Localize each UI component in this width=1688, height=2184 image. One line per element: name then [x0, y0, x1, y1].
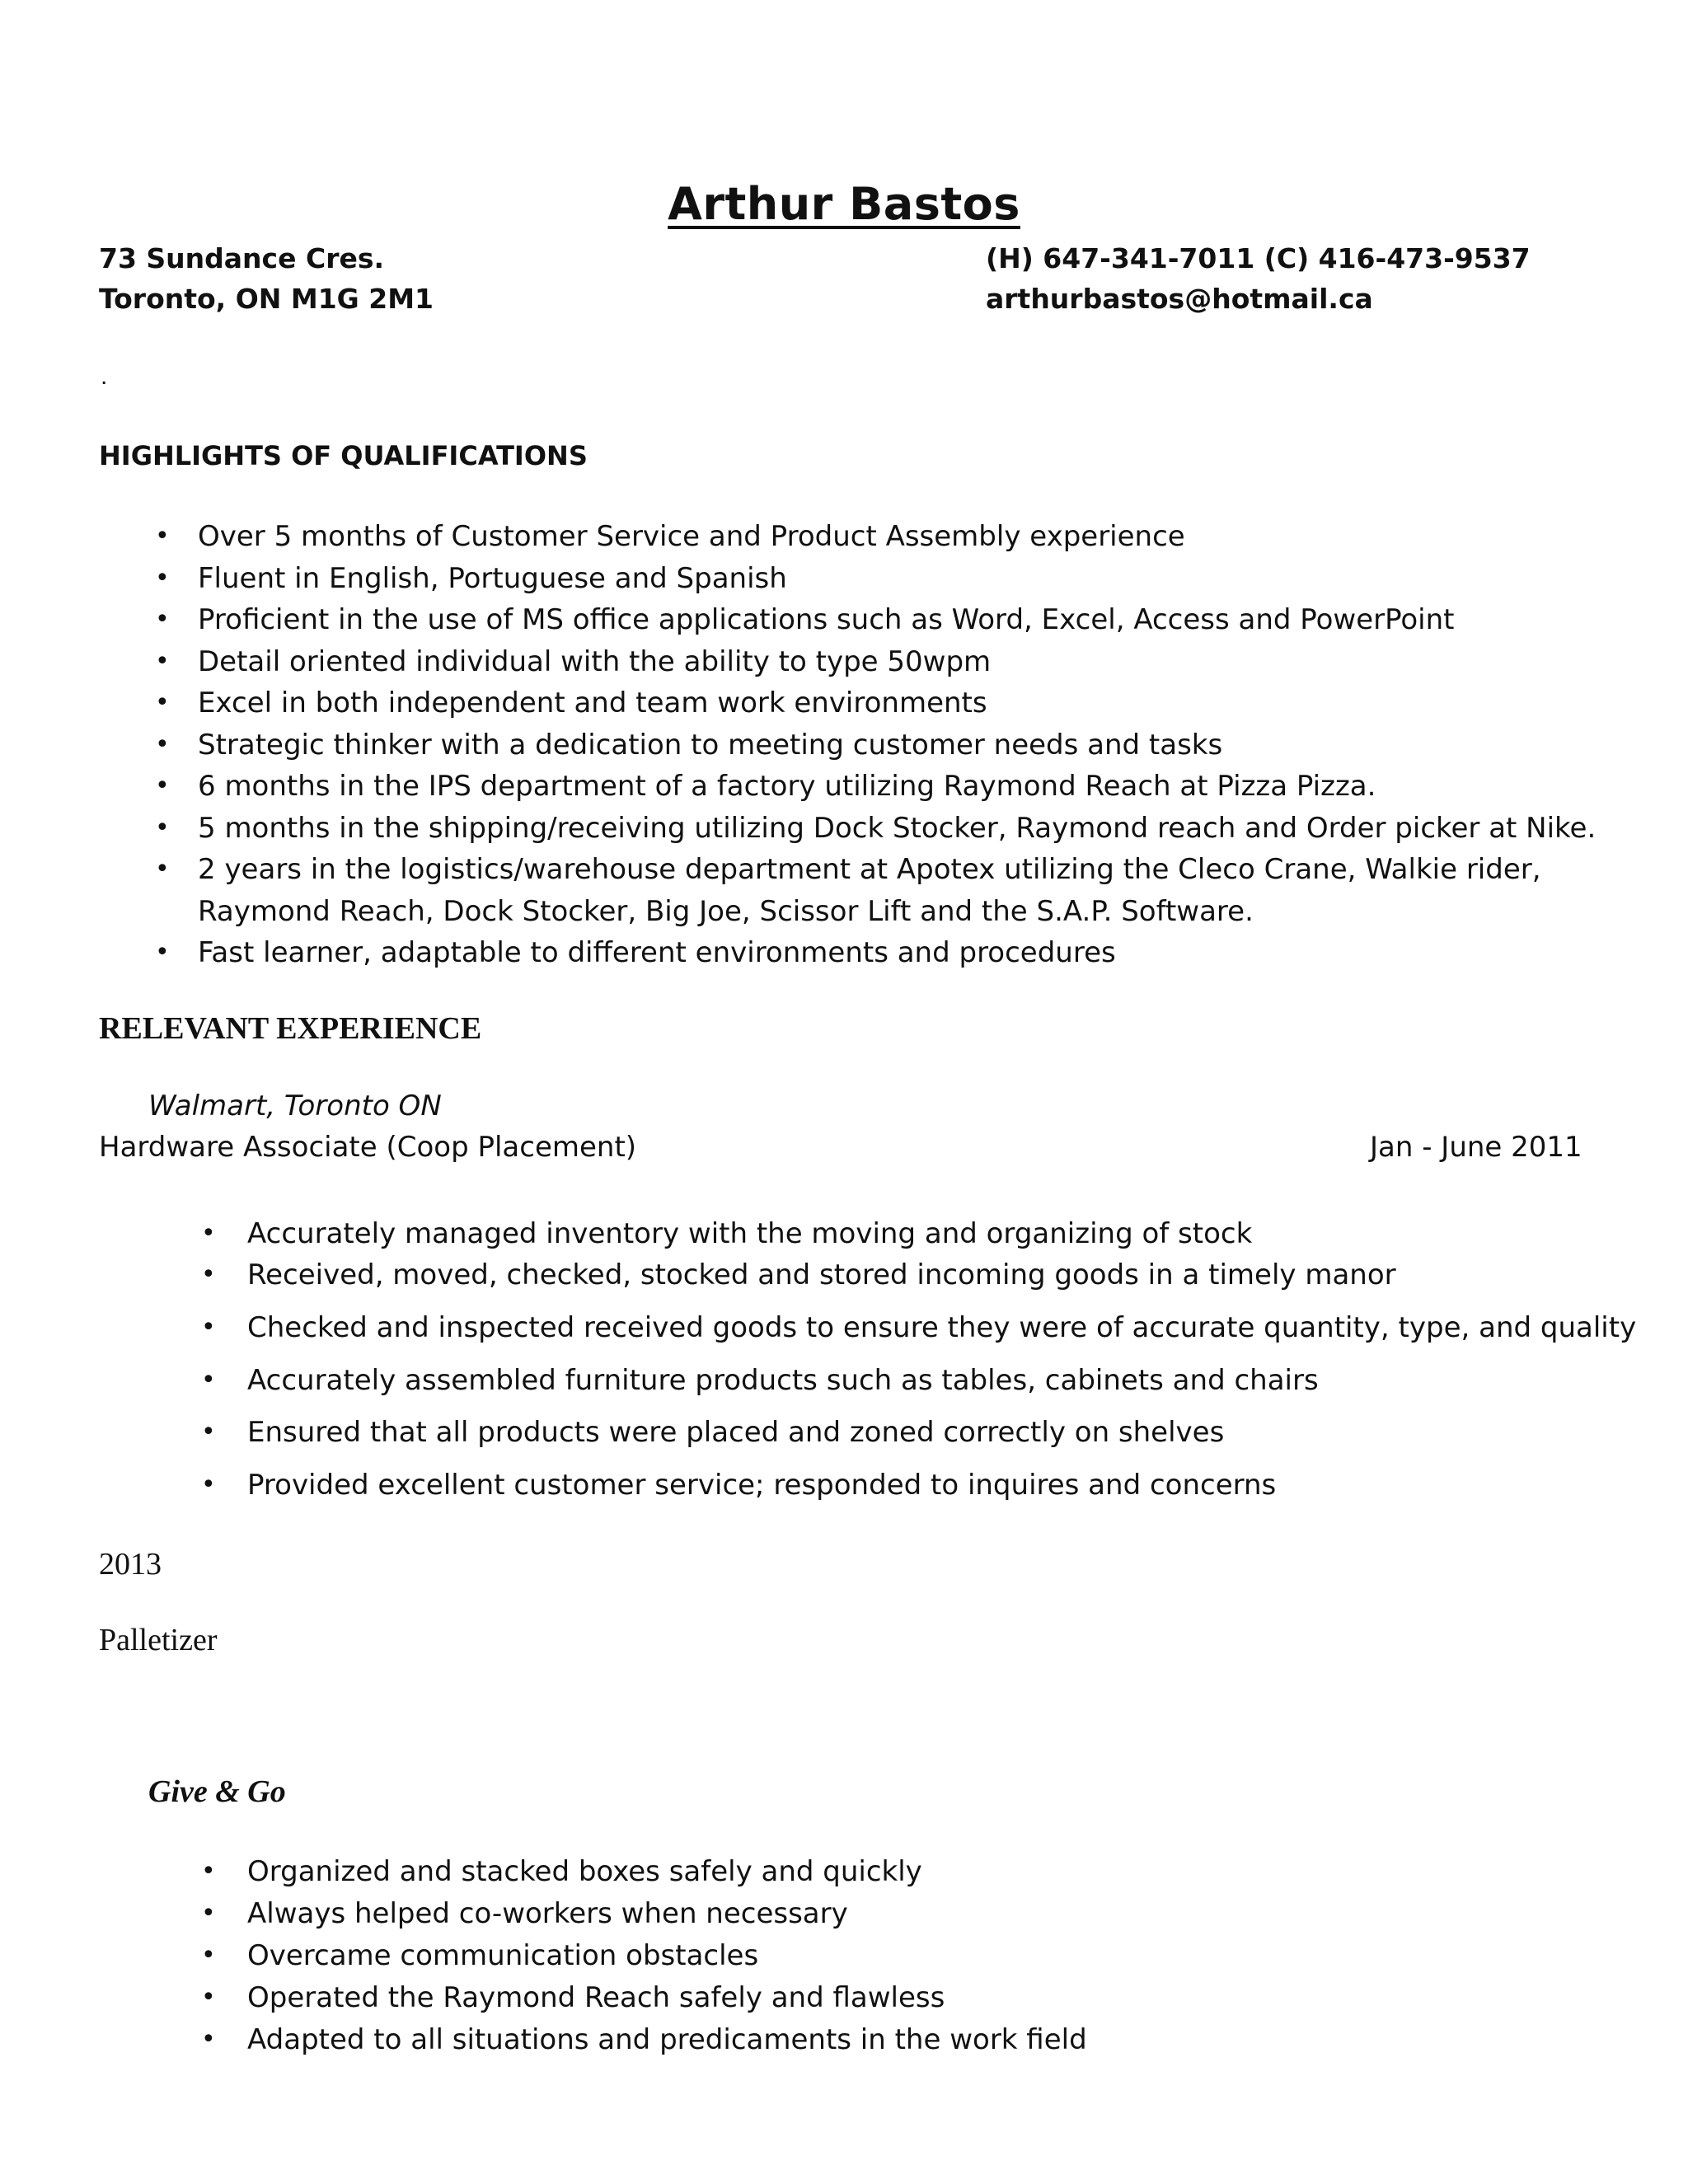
- bullet-icon: •: [155, 605, 170, 634]
- bullet-icon: •: [201, 1470, 216, 1499]
- list-item: • 5 months in the shipping/receiving utilizing Dock Stocker, Raymond reach and Order picker at Nike.: [198, 808, 1596, 850]
- bullet-icon: •: [201, 1857, 216, 1886]
- list-item: • 6 months in the IPS department of a factory utilizing Raymond Reach at Pizza Pizza.: [198, 766, 1596, 808]
- bullet-icon: •: [201, 1418, 216, 1446]
- list-item: • Accurately assembled furniture products such as tables, cabinets and chairs: [247, 1360, 1636, 1412]
- bullet-icon: •: [155, 771, 170, 800]
- bullet-icon: •: [155, 813, 170, 842]
- qualifications-list: [155, 516, 1597, 974]
- list-item: • Adapted to all situations and predicaments in the work field: [247, 2019, 1087, 2061]
- walmart-dates: Jan - June 2011: [1370, 1131, 1582, 1164]
- list-item: • Fast learner, adaptable to different environments and procedures: [198, 932, 1596, 974]
- list-item: • Proficient in the use of MS office applications such as Word, Excel, Access and PowerPoint: [198, 599, 1596, 641]
- list-item: • Received, moved, checked, stocked and stored incoming goods in a timely manor: [247, 1254, 1636, 1307]
- email-address: arthurbastos@hotmail.ca: [986, 283, 1373, 315]
- bullet-icon: •: [155, 522, 170, 551]
- qualifications-heading: HIGHLIGHTS OF QUALIFICATIONS: [99, 440, 588, 471]
- bullet-icon: •: [201, 1983, 216, 2012]
- bullet-icon: •: [155, 563, 170, 593]
- list-item: • Provided excellent customer service; responded to inquires and concerns: [247, 1465, 1636, 1506]
- bullet-icon: •: [155, 688, 170, 717]
- list-item: • Fluent in English, Portuguese and Spanish: [198, 558, 1596, 600]
- list-item: • Excel in both independent and team work environments: [198, 682, 1596, 724]
- list-item: • Organized and stacked boxes safely and quickly: [247, 1851, 1087, 1893]
- bullet-icon: •: [155, 729, 170, 759]
- bullet-icon: •: [201, 1313, 216, 1342]
- separator-dot: .: [101, 363, 108, 390]
- bullet-icon: •: [155, 855, 170, 883]
- bullet-icon: •: [201, 1366, 216, 1394]
- list-item: • Accurately managed inventory with the moving and organizing of stock: [247, 1213, 1636, 1254]
- bullet-icon: •: [201, 1260, 216, 1289]
- giveandgo-employer: Give & Go: [148, 1774, 286, 1809]
- experience-heading: RELEVANT EXPERIENCE: [99, 1011, 482, 1046]
- bullet-icon: •: [201, 1219, 216, 1248]
- walmart-employer: Walmart, Toronto ON: [148, 1090, 442, 1122]
- bullet-icon: •: [201, 2025, 216, 2054]
- bullet-icon: •: [155, 646, 170, 676]
- list-item: • Checked and inspected received goods to ensure they were of accurate quantity, type, and quality: [247, 1307, 1636, 1360]
- giveandgo-duties-list: [201, 1851, 1087, 2061]
- bullet-icon: •: [201, 1899, 216, 1928]
- list-item: • Always helped co-workers when necessary: [247, 1893, 1087, 1935]
- address-line-1: 73 Sundance Cres.: [99, 242, 385, 274]
- walmart-job-title: Hardware Associate (Coop Placement): [99, 1131, 637, 1164]
- job-title-palletizer: Palletizer: [99, 1623, 218, 1657]
- list-item: • Operated the Raymond Reach safely and flawless: [247, 1977, 1087, 2019]
- bullet-icon: •: [201, 1941, 216, 1970]
- list-item-continuation: Raymond Reach, Dock Stocker, Big Joe, Scissor Lift and the S.A.P. Software.: [198, 894, 1254, 928]
- list-item: • Over 5 months of Customer Service and Product Assembly experience: [198, 516, 1596, 558]
- list-item: • Overcame communication obstacles: [247, 1935, 1087, 1977]
- list-item: • Detail oriented individual with the ability to type 50wpm: [198, 641, 1596, 683]
- walmart-duties-list: [201, 1213, 1637, 1506]
- list-item: • 2 years in the logistics/warehouse department at Apotex utilizing the Cleco Crane, Walkie rider, Raymond Reach, Dock Stocker, Big Joe, Scissor Lift and the S.A.P. Software.: [198, 849, 1596, 932]
- list-item: • Strategic thinker with a dedication to meeting customer needs and tasks: [198, 724, 1596, 766]
- list-item: • Ensured that all products were placed and zoned correctly on shelves: [247, 1412, 1636, 1465]
- phone-numbers: (H) 647-341-7011 (C) 416-473-9537: [986, 242, 1531, 274]
- address-line-2: Toronto, ON M1G 2M1: [99, 283, 434, 315]
- resume-name: Arthur Bastos: [668, 178, 1020, 230]
- job-year: 2013: [99, 1547, 162, 1582]
- bullet-icon: •: [155, 938, 170, 967]
